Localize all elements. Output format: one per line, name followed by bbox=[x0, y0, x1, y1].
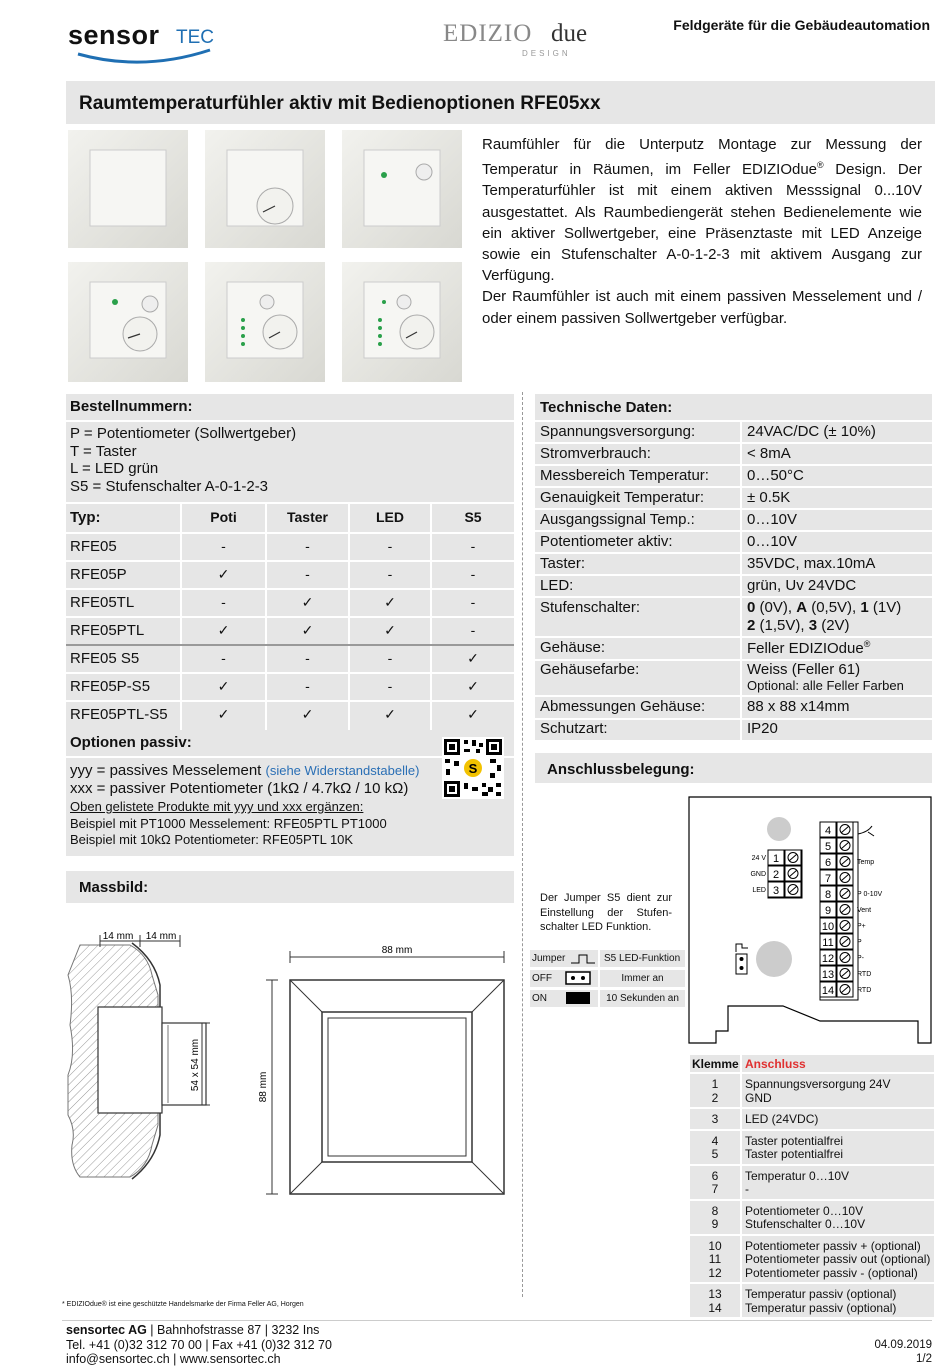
schutz-label: Schutzart: bbox=[540, 720, 608, 737]
passive-line-2: xxx = passiver Potentiometer (1kΩ / 4.7kΩ / 10 kΩ) bbox=[70, 780, 409, 797]
jumper-table bbox=[530, 950, 685, 1008]
order-row-cell: - bbox=[470, 622, 476, 638]
col-poti: Poti bbox=[210, 509, 237, 525]
tech-label: Stromverbrauch: bbox=[540, 445, 651, 462]
dim-54: 54 x 54 mm bbox=[190, 1038, 201, 1092]
tech-label: Genauigkeit Temperatur: bbox=[540, 489, 704, 506]
terminal-label: Temp bbox=[857, 859, 875, 866]
terminal-label: Vent bbox=[857, 907, 872, 914]
order-row-type: RFE05P bbox=[70, 566, 127, 583]
order-row-cell: - bbox=[387, 566, 393, 582]
passive-heading: Optionen passiv: bbox=[70, 734, 192, 751]
order-row-type: RFE05P-S5 bbox=[70, 678, 151, 695]
order-row-cell: ✓ bbox=[384, 622, 396, 638]
klemme-function: Stufenschalter 0…10V bbox=[745, 1217, 866, 1231]
header-right-title: Feldgeräte für die Gebäudeautomation bbox=[673, 17, 930, 33]
on-value: 10 Sekunden an bbox=[606, 993, 679, 1004]
jumper-symbol-icon bbox=[570, 953, 596, 965]
order-row-type: RFE05 S5 bbox=[70, 650, 140, 667]
klemme-function: Potentiometer passiv out (optional) bbox=[745, 1252, 931, 1266]
svg-text:S: S bbox=[468, 761, 478, 776]
tech-heading: Technische Daten: bbox=[540, 399, 673, 416]
farbe-label: Gehäusefarbe: bbox=[540, 661, 640, 678]
klemme-function: Temperatur passiv (optional) bbox=[745, 1287, 897, 1301]
klemme-function: Taster potentialfrei bbox=[745, 1147, 844, 1161]
order-row-cell: - bbox=[305, 538, 310, 554]
order-row-cell: ✓ bbox=[301, 706, 314, 722]
tech-value: 0…50°C bbox=[747, 467, 804, 484]
footer-contact-link[interactable]: info@sensortec.ch | www.sensortec.ch bbox=[66, 1352, 281, 1366]
klemme-function: Potentiometer 0…10V bbox=[745, 1203, 864, 1218]
terminal-label: RTD bbox=[857, 987, 872, 994]
massbild-heading: Massbild: bbox=[79, 879, 149, 896]
terminal-label: P- bbox=[857, 955, 864, 962]
order-row-cell: ✓ bbox=[217, 706, 230, 722]
tech-label: Taster: bbox=[540, 555, 586, 572]
passive-line-3: Oben gelistete Produkte mit yyy und xxx ergänzen: bbox=[70, 799, 364, 814]
anschluss-heading: Anschlussbelegung: bbox=[547, 761, 695, 778]
order-row-cell: - bbox=[221, 538, 226, 554]
order-row-cell: ✓ bbox=[467, 678, 479, 694]
klemme-number: 6 bbox=[711, 1168, 719, 1183]
order-heading: Bestellnummern: bbox=[70, 398, 193, 415]
klemme-number: 13 bbox=[708, 1287, 722, 1301]
order-row-cell: - bbox=[387, 650, 393, 666]
order-row-cell: - bbox=[387, 678, 393, 694]
klemme-number: 11 bbox=[708, 1252, 722, 1266]
product-photos-icon bbox=[68, 130, 468, 383]
terminal-number: 1 bbox=[772, 853, 780, 865]
terminal-number: 7 bbox=[824, 873, 832, 885]
terminal-number: 5 bbox=[824, 841, 832, 853]
order-row-cell: - bbox=[221, 594, 226, 610]
klemme-function: Spannungsversorgung 24V bbox=[745, 1077, 891, 1091]
order-row-cell: ✓ bbox=[384, 706, 396, 722]
klemme-number: 7 bbox=[711, 1182, 719, 1196]
jumper-on-icon bbox=[565, 991, 591, 1005]
passive-section bbox=[66, 732, 514, 856]
pcb-board-icon bbox=[688, 796, 932, 1044]
terminal-number: 9 bbox=[824, 905, 832, 917]
tech-section bbox=[535, 394, 932, 740]
terminal-number: 12 bbox=[821, 953, 835, 965]
tech-value: grün, Uv 24VDC bbox=[747, 577, 857, 594]
order-row-cell: ✓ bbox=[301, 594, 314, 610]
order-table bbox=[66, 504, 514, 730]
description-p2: Der Raumfühler ist auch mit einem passiven Messelement und / oder einem passiven Sollwertgeber verfügbar. bbox=[482, 288, 922, 327]
order-row-cell: ✓ bbox=[217, 622, 230, 638]
klemme-function: Potentiometer passiv - (optional) bbox=[745, 1265, 918, 1280]
order-row-type: RFE05 bbox=[70, 538, 117, 555]
terminal-number: 11 bbox=[822, 937, 834, 949]
terminal-label: 24 V bbox=[751, 855, 766, 862]
product-images bbox=[68, 130, 468, 383]
order-row-cell: ✓ bbox=[301, 622, 314, 638]
tech-value: 0…10V bbox=[747, 533, 798, 550]
order-row-type: RFE05TL bbox=[70, 594, 135, 611]
terminal-number: 4 bbox=[824, 825, 832, 837]
order-row-cell: - bbox=[221, 650, 226, 666]
klemme-function: Potentiometer passiv + (optional) bbox=[745, 1238, 921, 1253]
order-row-cell: - bbox=[470, 538, 476, 554]
order-row-type: RFE05PTL-S5 bbox=[70, 706, 168, 723]
gehaeuse-value: Feller EDIZIOdue® bbox=[747, 639, 871, 657]
terminal-number: 13 bbox=[821, 969, 835, 981]
tech-label: Messbereich Temperatur: bbox=[540, 467, 709, 484]
jumper-note: Der Jumper S5 dient zur Einstellung der Stufen-schalter LED Funktion. bbox=[540, 892, 672, 933]
tech-label: Spannungsversorgung: bbox=[540, 423, 696, 440]
farbe-value: Weiss (Feller 61) bbox=[747, 661, 861, 678]
klemme-function: Temperatur passiv (optional) bbox=[745, 1300, 897, 1315]
klemme-number: 2 bbox=[711, 1090, 719, 1105]
terminal-number: 8 bbox=[824, 889, 832, 901]
col-typ: Typ: bbox=[70, 509, 101, 526]
terminal-number: 2 bbox=[772, 869, 780, 881]
order-row-cell: - bbox=[470, 594, 476, 610]
massbild-header bbox=[66, 871, 514, 903]
terminal-label: P+ bbox=[857, 923, 866, 930]
stufen-label: Stufenschalter: bbox=[540, 599, 641, 616]
passive-line-1: yyy = passives Messelement (siehe Widerstandstabelle) bbox=[70, 762, 420, 779]
order-row-cell: - bbox=[470, 566, 476, 582]
order-row-cell: ✓ bbox=[467, 650, 479, 666]
klemme-number: 8 bbox=[711, 1203, 719, 1218]
jumper-col: Jumper bbox=[532, 953, 566, 964]
order-row-cell: ✓ bbox=[384, 594, 396, 610]
title-bar bbox=[66, 81, 935, 124]
terminal-number: 14 bbox=[821, 985, 835, 997]
tech-value: ± 0.5K bbox=[747, 489, 791, 506]
klemme-number: 9 bbox=[711, 1217, 719, 1231]
klemme-number: 14 bbox=[708, 1300, 722, 1315]
widerstandstabelle-link[interactable]: (siehe Widerstandstabelle) bbox=[265, 763, 420, 778]
klemme-function: Taster potentialfrei bbox=[745, 1133, 844, 1148]
dimension-drawing-icon bbox=[60, 915, 520, 1205]
off-label: OFF bbox=[532, 973, 552, 984]
order-legend: P = Potentiometer (Sollwertgeber) T = Taster L = LED grün S5 = Stufenschalter A-0-1-2-3 bbox=[70, 425, 297, 495]
order-row-cell: - bbox=[305, 678, 310, 694]
gehaeuse-label: Gehäuse: bbox=[540, 639, 606, 656]
on-label: ON bbox=[532, 993, 547, 1004]
terminal-label: P 0-10V bbox=[857, 891, 883, 898]
jumper-off-icon bbox=[565, 971, 591, 985]
dim-88h: 88 mm bbox=[258, 1071, 269, 1103]
schutz-value: IP20 bbox=[747, 720, 778, 737]
off-value: Immer an bbox=[621, 973, 664, 984]
tech-value: < 8mA bbox=[747, 445, 791, 462]
order-row-cell: ✓ bbox=[217, 566, 230, 582]
terminal-label: LED bbox=[752, 887, 766, 894]
abm-label: Abmessungen Gehäuse: bbox=[540, 698, 706, 715]
terminal-number: 10 bbox=[821, 921, 835, 933]
page-title: Raumtemperaturfühler aktiv mit Bedienoptionen RFE05xx bbox=[79, 93, 601, 114]
klemme-number: 1 bbox=[711, 1077, 719, 1091]
terminal-number: 3 bbox=[772, 885, 780, 897]
terminal-label: RTD bbox=[857, 971, 872, 978]
col-led: LED bbox=[376, 509, 404, 525]
pcb-diagram bbox=[688, 796, 932, 1044]
terminal-label: GND bbox=[750, 871, 766, 878]
edizio-logo bbox=[440, 20, 610, 60]
order-row-cell: - bbox=[305, 650, 310, 666]
order-row-cell: - bbox=[387, 538, 393, 554]
anschluss-head: Anschluss bbox=[745, 1057, 806, 1071]
dim-14b: 14 mm bbox=[145, 931, 177, 942]
abm-value: 88 x 88 x14mm bbox=[747, 698, 850, 715]
led-func-col: S5 LED-Funktion bbox=[604, 953, 681, 964]
massbild-drawing bbox=[60, 915, 520, 1205]
klemme-number: 5 bbox=[711, 1147, 719, 1161]
passive-line-4: Beispiel mit PT1000 Messelement: RFE05PTL PT1000 bbox=[70, 816, 387, 831]
passive-line-5: Beispiel mit 10kΩ Potentiometer: RFE05PTL 10K bbox=[70, 832, 354, 847]
col-s5: S5 bbox=[464, 509, 482, 525]
tech-label: LED: bbox=[540, 577, 574, 594]
klemme-function: - bbox=[745, 1182, 749, 1196]
description bbox=[482, 134, 922, 329]
edizio-sub: DESIGN bbox=[522, 49, 571, 58]
dim-14a: 14 mm bbox=[102, 931, 134, 942]
anschluss-header bbox=[535, 753, 932, 783]
column-divider bbox=[522, 392, 523, 1297]
edizio-main: EDIZIO bbox=[443, 20, 533, 47]
edizio-due: due bbox=[551, 20, 588, 47]
tech-value: 24VAC/DC (± 10%) bbox=[747, 423, 876, 440]
tech-label: Potentiometer aktiv: bbox=[540, 533, 673, 550]
klemme-head: Klemme bbox=[692, 1057, 739, 1071]
dim-88w: 88 mm bbox=[381, 945, 413, 956]
klemme-number: 10 bbox=[708, 1238, 722, 1253]
klemme-number: 4 bbox=[711, 1133, 719, 1148]
footer-date: 04.09.2019 bbox=[874, 1339, 932, 1351]
footer-rule bbox=[62, 1320, 932, 1321]
qr-code-icon[interactable] bbox=[442, 737, 504, 799]
order-row-cell: ✓ bbox=[467, 706, 479, 722]
order-row-type: RFE05PTL bbox=[70, 622, 145, 639]
footer-page: 1/2 bbox=[916, 1353, 932, 1365]
logo-tec: TEC bbox=[176, 27, 214, 48]
klemme-number: 12 bbox=[708, 1265, 722, 1280]
tech-value: 0…10V bbox=[747, 511, 798, 528]
terminal-number: 6 bbox=[824, 857, 832, 869]
description-p1: Raumfühler für die Unterputz Montage zur Messung der Temperatur in Räumen, im Feller EDIZIOdue® Design. Der Temperaturfühler ist mit einem aktiven Messsignal 0...10V ausgestattet. Als Raumbediengerät stehen Bedienelemente wie ein aktiver Sollwertgeber, eine Präsenztaste mit LED Anzeige sowie ein Stufenschalter A-0-1-2-3 mit aktivem Ausgang zur Verfügung. bbox=[482, 136, 922, 285]
klemme-function: LED (24VDC) bbox=[745, 1112, 819, 1126]
stufen-values: 0 (0V), A (0,5V), 1 (1V) 2 (1,5V), 3 (2V) bbox=[747, 599, 902, 634]
klemme-function: Temperatur 0…10V bbox=[745, 1168, 850, 1183]
tech-value: 35VDC, max.10mA bbox=[747, 555, 876, 572]
sensortec-logo bbox=[68, 14, 218, 66]
footer-address: sensortec AG | Bahnhofstrasse 87 | 3232 Ins Tel. +41 (0)32 312 70 00 | Fax +41 (0)32 312 70 info@sensortec.ch | www.sensortec.ch bbox=[66, 1323, 332, 1366]
klemme-function: GND bbox=[745, 1090, 772, 1105]
footnote: * EDIZIOdue® ist eine geschützte Handelsmarke der Firma Feller AG, Horgen bbox=[62, 1301, 304, 1308]
tech-label: Ausgangssignal Temp.: bbox=[540, 511, 695, 528]
order-row-cell: - bbox=[305, 566, 310, 582]
col-taster: Taster bbox=[287, 509, 328, 525]
logo-sensor: sensor bbox=[68, 20, 160, 50]
klemme-number: 3 bbox=[711, 1112, 719, 1126]
terminal-label: P bbox=[857, 939, 862, 946]
farbe-sub: Optional: alle Feller Farben bbox=[747, 678, 904, 693]
order-row-cell: ✓ bbox=[217, 678, 230, 694]
